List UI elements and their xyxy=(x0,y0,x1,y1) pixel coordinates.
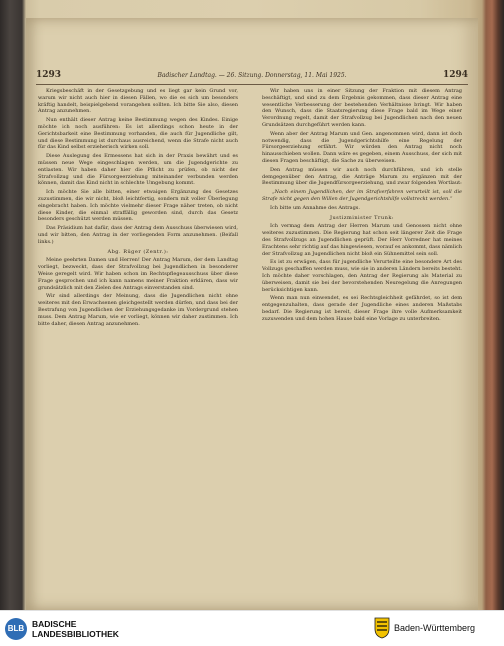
paragraph: Es ist zu erwägen, dass für jugendliche Verurteilte eine besondere Art des Vollzugs geschaffen werden muss, wie sie in anderen Ländern bereits besteht. Ich möchte daher vorschlagen, den Antrag der Regierung als Material zu überweisen, damit sie bei der bevorstehenden Neuregelung die Anregungen berücksichtigen kann. xyxy=(262,259,462,293)
right-column xyxy=(262,88,462,604)
paragraph: Wenn aber der Antrag Marum und Gen. angenommen wird, dann ist doch notwendig, dass die Jugendgerichtshilfe eine Regelung der Fürsorgeerziehung erfährt. Wir würden den Antrag nicht noch hinausschieben wollen. Dann wäre es gegeben, einem Ausschuss, der sich mit diesen Fragen beschäftigt, die Sache zu überweisen. xyxy=(262,130,462,164)
quoted-motion: „Nach einem Jugendlichen, der im Strafverfahren verurteilt ist, soll die Strafe nicht gegen den Willen der Jugendgerichtshilfe vollstreckt werden.“ xyxy=(262,189,462,202)
paragraph: Wenn man nun einwendet, es sei Rechtsgleichheit gefährdet, so ist dem entgegenzuhalten, dass gerade der Jugendliche eines anderen Maßstabs bedarf. Die Regierung ist bereit, dieser Frage ihre volle Aufmerksamkeit zuzuwenden und dem hohen Hause bald eine Vorlage zu unterbreiten. xyxy=(262,295,462,322)
paragraph: Wir sind allerdings der Meinung, dass die Jugendlichen nicht ohne weiteres mit den Erwachsenen gleichgestellt werden dürfen, und dass bei der Bestrafung von Jugendlichen der Erziehungsgedanke im Vordergrund stehen muss. Dem Antrag Marum, wie er vorliegt, können wir daher zustimmen. Ich bitte daher, diesen Antrag anzunehmen. xyxy=(38,293,238,327)
paragraph: Nun enthält dieser Antrag keine Bestimmung wegen des Kindes. Einige möchte ich noch ausführen: Es ist allerdings schon heute in der Gerichtsbarkeit eine Bestimmung vorhanden, die auch für Jugendliche gilt, und diese Bestimmung ist durchaus ausreichend, wenn die Strafe nicht auch für das Kind selbst erzieherisch wirken soll. xyxy=(38,117,238,151)
paragraph: Kriegsbeschäft in der Gesetzgebung und es liegt gar kein Grund vor, warum wir nicht auch hier in diesen Fällen, wo die es sich um besonders kräftig handelt, beispielgebend vorangehen sollten. Ich bitte Sie also, diesen Antrag anzunehmen. xyxy=(38,88,238,115)
baden-wuerttemberg-crest-icon xyxy=(374,617,390,639)
library-footer xyxy=(0,610,504,646)
paragraph: Das Präsidium hat dafür, dass der Antrag dem Ausschuss überwiesen wird, und wir bitten, den Antrag in der vorliegenden Form anzunehmen. (Beifall links.) xyxy=(38,225,238,245)
blb-name-line2: LANDESBIBLIOTHEK xyxy=(32,629,119,639)
page-header xyxy=(36,70,468,84)
running-title: Badischer Landtag. — 26. Sitzung. Donnerstag, 11. Mai 1925. xyxy=(157,72,347,79)
book-page xyxy=(26,18,478,610)
paragraph: Ich möchte Sie alle bitten, einer etwaigen Ergänzung des Gesetzes zuzustimmen, die wir nicht, bloß leichtfertig, sondern mit voller Überlegung eingebracht haben. Ich möchte vielmehr dieser Frage näher treten, ob nicht diese Kinder, die einmal straffällig geworden sind, durch das Gesetz besonders geschützt werden müssen. xyxy=(38,189,238,223)
paragraph: Diese Auslegung des Ermessens hat sich in der Praxis bewährt und es müssen neue Wege eingeschlagen werden, um die Jugendgerichte zu entlasten. Wir haben daher hier die Pflicht zu prüfen, ob nicht der Strafvollzug und die Fürsorgeerziehung miteinander verbunden werden können, damit das Kind nicht in schlechte Umgebung kommt. xyxy=(38,153,238,187)
blb-name[interactable] xyxy=(32,619,119,639)
baden-wuerttemberg-label[interactable]: Baden-Württemberg xyxy=(394,623,476,633)
page-number-left: 1293 xyxy=(36,70,62,80)
blb-logo-icon[interactable]: BLB xyxy=(5,618,27,640)
paragraph: Meine geehrten Damen und Herren! Der Antrag Marum, der dem Landtag vorliegt, bezweckt, dass der Strafvollzug bei Jugendlichen in besonderer Weise geregelt wird. Wir haben schon im Rechtspflegeausschuss über diese Frage gesprochen und ich kann namens meiner Fraktion erklären, dass wir grundsätzlich mit den Zielen des Antrags einverstanden sind. xyxy=(38,257,238,291)
header-rule xyxy=(36,84,468,85)
page-number-right: 1294 xyxy=(442,70,468,80)
left-column xyxy=(38,88,238,604)
blb-name-line1: BADISCHE xyxy=(32,619,77,629)
speaker-heading: Abg. Rüger (Zentr.): xyxy=(107,248,169,255)
paragraph: Den Antrag müssen wir auch noch durchführen, und ich stelle demgegenüber den Antrag, die Anträge Marum zu ergänzen mit der Bestimmung über die Jugendfürsorgeerziehung, und zwar folgenden Wortlaut: xyxy=(262,166,462,187)
paragraph: Ich vermag dem Antrag der Herren Marum und Genossen nicht ohne weiteres zuzustimmen. Die Regierung hat schon seit längerer Zeit die Frage des Strafvollzugs an Jugendlichen geprüft. Der Herr Vorredner hat meines Erachtens sehr richtig auf das hingewiesen, worauf es ankommt, dass nämlich der Strafvollzug an Jugendlichen nicht bloß ein Sühnemittel sein soll. xyxy=(262,223,462,257)
paragraph: Wir haben uns in einer Sitzung der Fraktion mit diesem Antrag beschäftigt, und sind zu dem Ergebnis gekommen, dass dieser Antrag eine wesentliche Verbesserung der bestehenden Verhältnisse bringt. Wir haben den Wunsch, dass die Staatsregierung diese Frage bald im Wege einer Verordnung regelt, damit der Strafvollzug bei Jugendlichen nach den neuen Grundsätzen durchgeführt werden kann. xyxy=(262,88,462,128)
paragraph: Ich bitte um Annahme des Antrags. xyxy=(270,204,360,211)
speaker-heading: Justizminister Trunk: xyxy=(329,214,395,221)
